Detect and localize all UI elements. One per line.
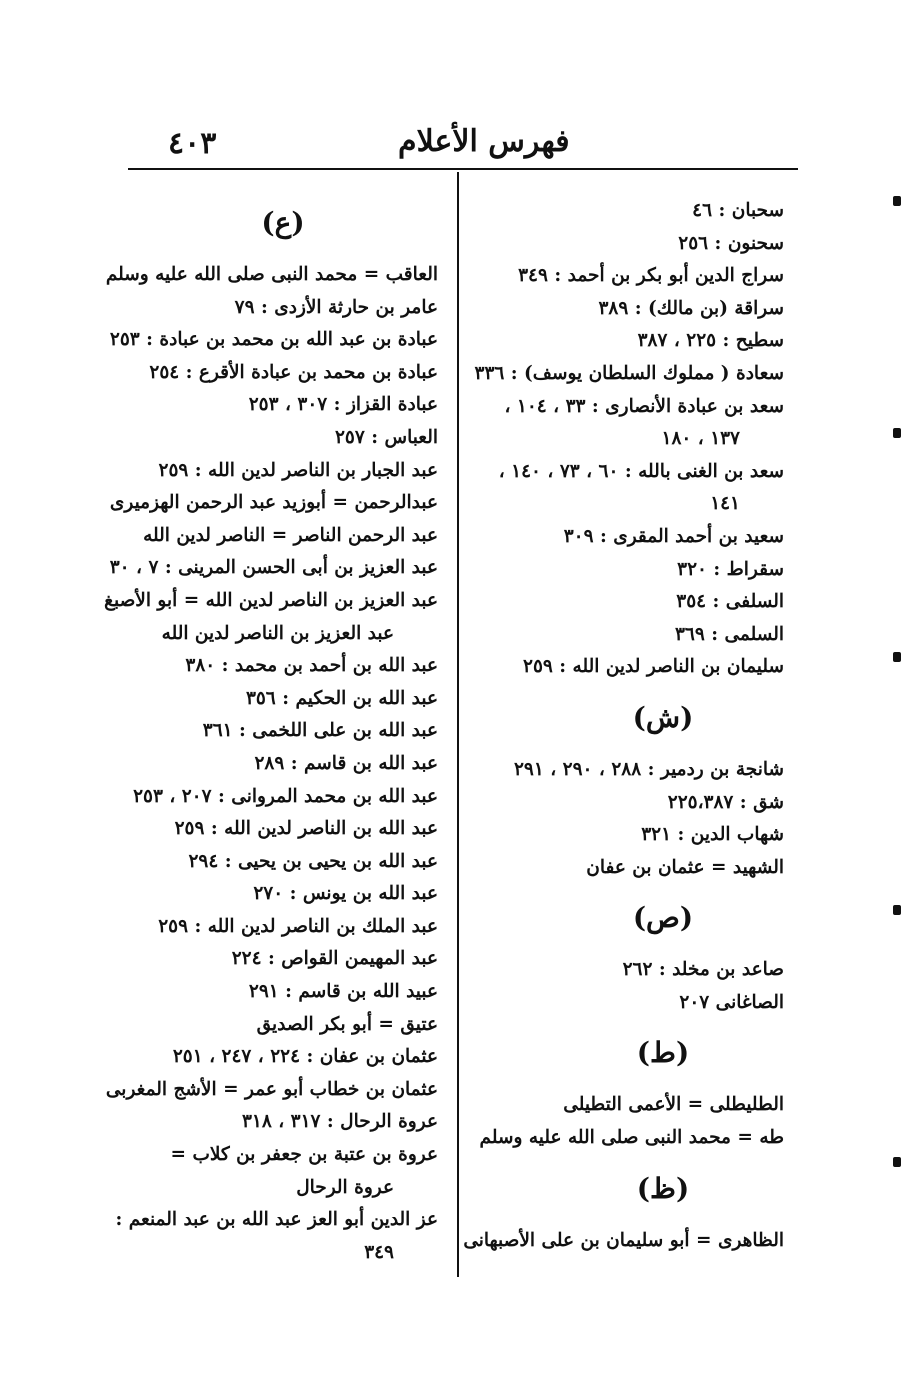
index-entry: الصاغانى ٢٠٧ [679,991,784,1013]
section-letter-za: (ظ) [636,1171,690,1205]
index-entry: عبد الله بن قاسم : ٢٨٩ [254,752,438,774]
scan-edge-mark [893,196,901,206]
index-entry: العباس : ٢٥٧ [334,426,438,448]
index-entry-continuation: ٣٤٩ [364,1241,394,1263]
index-entry: السلمى : ٣٦٩ [674,623,784,645]
index-entry: عبد الجبار بن الناصر لدين الله : ٢٥٩ [158,459,438,481]
index-entry: عبد المهيمن القواص : ٢٢٤ [231,948,438,970]
page-number: ٤٠٣ [168,126,217,161]
index-entry: عبد العزيز بن الناصر لدين الله = أبو الأصبغ [104,589,438,611]
index-entry: طه = محمد النبى صلى الله عليه وسلم [479,1127,784,1149]
right-column [462,195,784,1257]
index-entry: عبد الملك بن الناصر لدين الله : ٢٥٩ [158,915,438,937]
column-divider [457,172,459,1277]
section-letter-shin: (ش) [632,700,694,734]
index-entry: السلفى : ٣٥٤ [676,591,784,613]
index-entry: عبد العزيز بن أبى الحسن المرينى : ٧ ، ٣٠ [109,557,438,579]
section-letter-sad: (ص) [632,901,694,935]
index-entry: سعد بن الغنى بالله : ٦٠ ، ٧٣ ، ١٤٠ ، [498,460,784,482]
page-header [128,118,798,170]
scan-edge-mark [893,428,901,438]
index-entry: شهاب الدين : ٣٢١ [641,824,784,846]
page-title: فهرس الأعلام [398,124,570,159]
scan-edge-mark [893,652,901,662]
index-entry-continuation: ١٤١ [710,493,740,515]
index-entry-continuation: ١٣٧ ، ١٨٠ [661,428,740,450]
index-entry: العاقب = محمد النبى صلى الله عليه وسلم [105,264,438,285]
index-entry: سراج الدين أبو بكر بن أحمد : ٣٤٩ [518,265,784,287]
scan-edge-mark [893,905,901,915]
index-entry: عبد الله بن الحكيم : ٣٥٦ [245,687,438,709]
index-entry: عروة الرحال : ٣١٧ ، ٣١٨ [241,1111,438,1133]
index-entry: عز الدين أبو العز عبد الله بن عبد المنعم : [115,1209,438,1231]
index-entry: سعادة ( مملوك السلطان يوسف) : ٣٣٦ [474,362,784,384]
index-entry: عبد الله بن الناصر لدين الله : ٢٥٩ [174,818,438,840]
index-entry: عبادة القزاز : ٣٠٧ ، ٢٥٣ [248,394,438,416]
index-entry: عبد الله بن يحيى بن يحيى : ٢٩٤ [188,850,438,872]
index-entry: سعد بن عبادة الأنصارى : ٣٣ ، ١٠٤ ، [504,395,784,417]
index-entry: عبد الله بن محمد المروانى : ٢٠٧ ، ٢٥٣ [133,785,438,807]
left-column [104,195,438,1269]
index-entry: عبد الله بن أحمد بن محمد : ٣٨٠ [185,655,438,677]
section-letter-ta: (ط) [636,1036,690,1070]
index-entry: عامر بن حارثة الأزدى : ٧٩ [234,296,438,318]
index-entry: عثمان بن خطاب أبو عمر = الأشج المغربى [105,1078,438,1100]
index-entry: سحبان : ٤٦ [692,200,784,221]
index-entry: عبدالرحمن = أبوزيد عبد الرحمن الهزميرى [109,492,438,514]
scan-edge-mark [893,1157,901,1167]
index-entry: صاعد بن مخلد : ٢٦٢ [622,959,784,981]
index-entry: الظاهرى = أبو سليمان بن على الأصبهانى [463,1229,784,1251]
index-entry-continuation: عبد العزيز بن الناصر لدين الله [161,622,394,644]
index-entry: عبادة بن عبد الله بن محمد بن عبادة : ٢٥٣ [109,329,438,351]
index-entry: شانجة بن ردمير : ٢٨٨ ، ٢٩٠ ، ٢٩١ [514,758,784,780]
index-entry: عروة بن عتبة بن جعفر بن كلاب = [170,1144,438,1166]
index-entry: عبد الرحمن الناصر = الناصر لدين الله [143,524,438,546]
index-entry: سراقة (بن مالك) : ٣٨٩ [598,297,784,319]
index-entry-continuation: عروة الرحال [296,1176,394,1198]
index-entry: الطليطلى = الأعمى التطيلى [563,1094,784,1116]
index-entry: سقراط : ٣٢٠ [677,558,784,580]
index-entry: عبد الله بن على اللخمى : ٣٦١ [202,720,438,742]
index-entry: الشهيد = عثمان بن عفان [586,856,784,878]
index-entry: سليمان بن الناصر لدين الله : ٢٥٩ [523,656,784,678]
index-entry: عثمان بن عفان : ٢٢٤ ، ٢٤٧ ، ٢٥١ [172,1046,438,1068]
index-entry: عبادة بن محمد بن عبادة الأقرع : ٢٥٤ [149,361,438,383]
index-entry: عبيد الله بن قاسم : ٢٩١ [248,981,438,1003]
index-entry: شق : ٢٢٥،٣٨٧ [667,791,784,813]
index-entry: سطيح : ٢٢٥ ، ٣٨٧ [637,330,784,352]
section-letter-ain: (ع) [261,206,305,239]
index-entry: سعيد بن أحمد المقرى : ٣٠٩ [563,525,784,547]
index-entry: سحنون : ٢٥٦ [678,232,784,254]
index-entry: عبد الله بن يونس : ٢٧٠ [253,883,438,905]
index-entry: عتيق = أبو بكر الصديق [256,1013,438,1035]
